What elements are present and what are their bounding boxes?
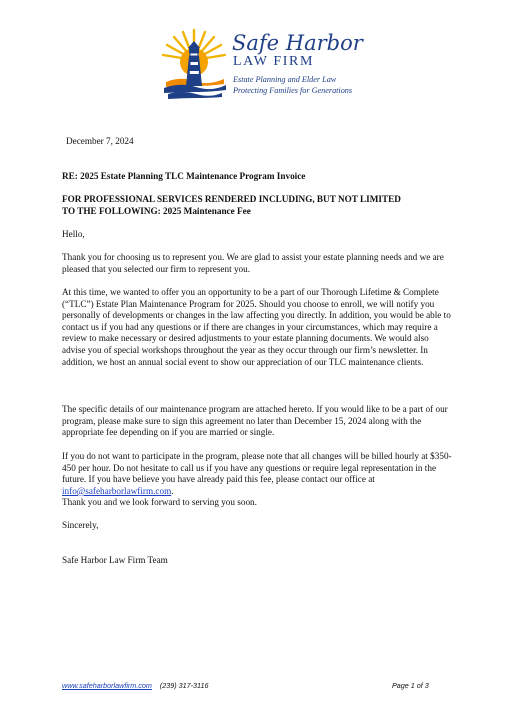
signature: Safe Harbor Law Firm Team [62,555,168,565]
letter-date: December 7, 2024 [66,136,134,146]
footer-contact [62,681,209,690]
logo-firm-name: Safe Harbor [232,31,363,55]
paragraph-program-details: The specific details of our maintenance program are attached hereto. If you would like to be a part of our program, please make sure to sign this agreement no later than December 15, 2024 along with the appropriate fee depending on if you are married or single. [62,404,448,438]
paragraph-billing [62,451,452,497]
page-number: Page 1 of 3 [392,681,429,690]
office-email-link[interactable]: info@safeharborlawfirm.com [62,485,172,496]
services-line-1: FOR PROFESSIONAL SERVICES RENDERED INCLUDING, BUT NOT LIMITED [62,194,401,204]
closing: Sincerely, [62,520,99,530]
re-line: RE: 2025 Estate Planning TLC Maintenance Program Invoice [62,171,306,181]
firm-logo [160,24,363,102]
logo-tagline-1: Estate Planning and Elder Law [233,75,337,84]
services-line-2: TO THE FOLLOWING: 2025 Maintenance Fee [62,206,251,216]
paragraph-program-offer: At this time, we wanted to offer you an opportunity to be a part of our Thorough Lifetime & Complete (“TLC”) Estate Plan Maintenance Program for 2025. Should you choose to enroll, we will notify you personally of developments or changes in the law affecting you directly. In addition, you would be able to contact us if you had any questions or if there are changes in your circumstances, which may require a review to make necessary or desired adjustments to your estate planning documents. We would also advise you of special workshops throughout the year as they occur through our firm’s newsletter. In addition, we host an annual social event to show our appreciation of our TLC maintenance clients. [62,287,451,367]
logo-firm-subname: LAW FIRM [233,54,315,69]
lighthouse-logo-icon [160,24,230,102]
footer-website-link[interactable]: www.safeharborlawfirm.com [62,681,152,690]
greeting: Hello, [62,229,85,239]
paragraph-intro: Thank you for choosing us to represent you. We are glad to assist your estate planning needs and we are pleased that you selected our firm to represent you. [62,252,444,274]
footer-phone: (239) 317-3116 [159,681,209,690]
billing-end: . [171,485,174,496]
logo-tagline-2: Protecting Families for Generations [233,86,353,95]
billing-text: If you do not want to participate in the program, please note that all changes will be billed hourly at $350-450 per hour. Do not hesitate to call us if you have any questions or require legal representation in the future. If you have believe you have already paid this fee, please contact our office at [62,451,452,485]
paragraph-thanks: Thank you and we look forward to serving you soon. [62,497,257,507]
